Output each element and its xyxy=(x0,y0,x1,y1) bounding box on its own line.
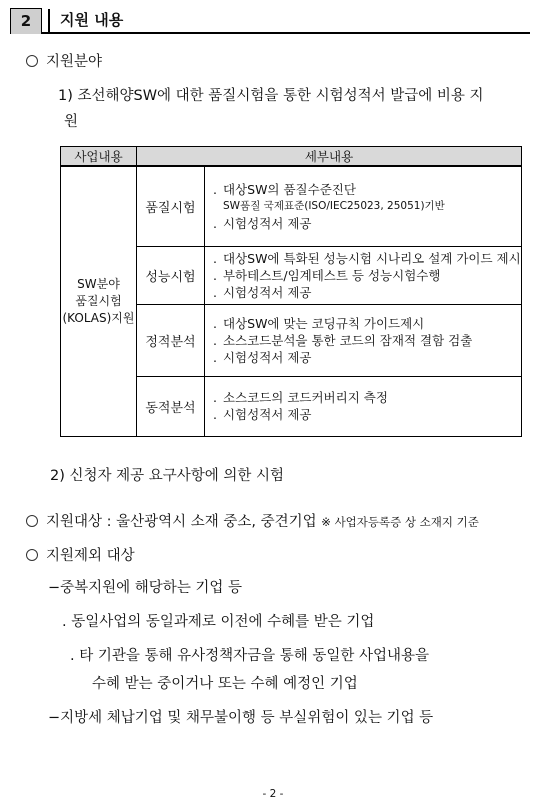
exclusion-heading: 지원제외 대상 xyxy=(26,546,135,566)
category-cell: 품질시험 xyxy=(137,166,205,246)
detail-item: . 시험성적서 제공 xyxy=(213,215,312,231)
table-row xyxy=(61,166,522,246)
exclusion-dash-2: −지방세 체납기업 및 채무불이행 등 부실위험이 있는 기업 등 xyxy=(48,710,434,726)
target-note: ※ 사업자등록증 상 소재지 기준 xyxy=(321,515,479,529)
support-item-1-line-2: 원 xyxy=(64,114,79,130)
main-category-cell: SW분야 품질시험 (KOLAS)지원 xyxy=(61,166,137,436)
exclusion-sub-2-line-1: . 타 기관을 통해 유사정책자금을 통해 동일한 사업내용을 xyxy=(70,648,430,664)
detail-item: . 시험성적서 제공 xyxy=(213,284,312,300)
detail-cell xyxy=(205,304,522,376)
circle-bullet-icon xyxy=(26,549,38,561)
exclusion-dash-1: −중복지원에 해당하는 기업 등 xyxy=(48,580,243,596)
detail-cell xyxy=(205,166,522,246)
section-title: 지원 내용 xyxy=(60,11,124,29)
page-number: - 2 - xyxy=(262,788,284,800)
support-item-1-line-1: 1) 조선해양SW에 대한 품질시험을 통한 시험성적서 발급에 비용 지 xyxy=(58,88,484,104)
circle-bullet-icon xyxy=(26,515,38,527)
table-header-business: 사업내용 xyxy=(61,147,137,167)
section-divider xyxy=(48,9,50,33)
table-header-row xyxy=(61,147,522,167)
category-cell: 정적분석 xyxy=(137,304,205,376)
category-cell: 동적분석 xyxy=(137,376,205,436)
section-number: 2 xyxy=(10,8,42,34)
detail-cell xyxy=(205,376,522,436)
detail-cell xyxy=(205,246,522,304)
detail-item: . 시험성적서 제공 xyxy=(213,407,312,422)
table-header-details: 세부내용 xyxy=(137,147,522,167)
exclusion-sub-2-line-2: 수혜 받는 중이거나 또는 수혜 예정인 기업 xyxy=(92,676,358,692)
detail-item: . 대상SW에 특화된 성능시험 시나리오 설계 가이드 제시 xyxy=(213,250,521,266)
detail-item: . 소스코드분석을 통한 코드의 잠재적 결함 검출 xyxy=(213,332,473,348)
target-line: 지원대상 : 울산광역시 소재 중소, 중견기업 ※ 사업자등록증 상 소재지 기준 xyxy=(26,512,479,532)
detail-item: . 시험성적서 제공 xyxy=(213,349,312,365)
detail-item: . 대상SW의 품질수준진단 xyxy=(213,181,356,197)
detail-item: SW품질 국제표준(ISO/IEC25023, 25051)기반 xyxy=(223,199,445,212)
detail-item: . 부하테스트/임계테스트 등 성능시험수행 xyxy=(213,267,441,283)
circle-bullet-icon xyxy=(26,55,38,67)
support-item-2: 2) 신청자 제공 요구사항에 의한 시험 xyxy=(50,468,285,484)
category-cell: 성능시험 xyxy=(137,246,205,304)
section-header xyxy=(10,8,530,34)
detail-item: . 대상SW에 맞는 코딩규칙 가이드제시 xyxy=(213,315,425,331)
support-field-heading: 지원분야 xyxy=(26,52,102,72)
exclusion-sub-1: . 동일사업의 동일과제로 이전에 수혜를 받은 기업 xyxy=(62,614,375,630)
detail-item: . 소스코드의 코드커버리지 측정 xyxy=(213,390,388,405)
support-details-table xyxy=(60,146,522,437)
